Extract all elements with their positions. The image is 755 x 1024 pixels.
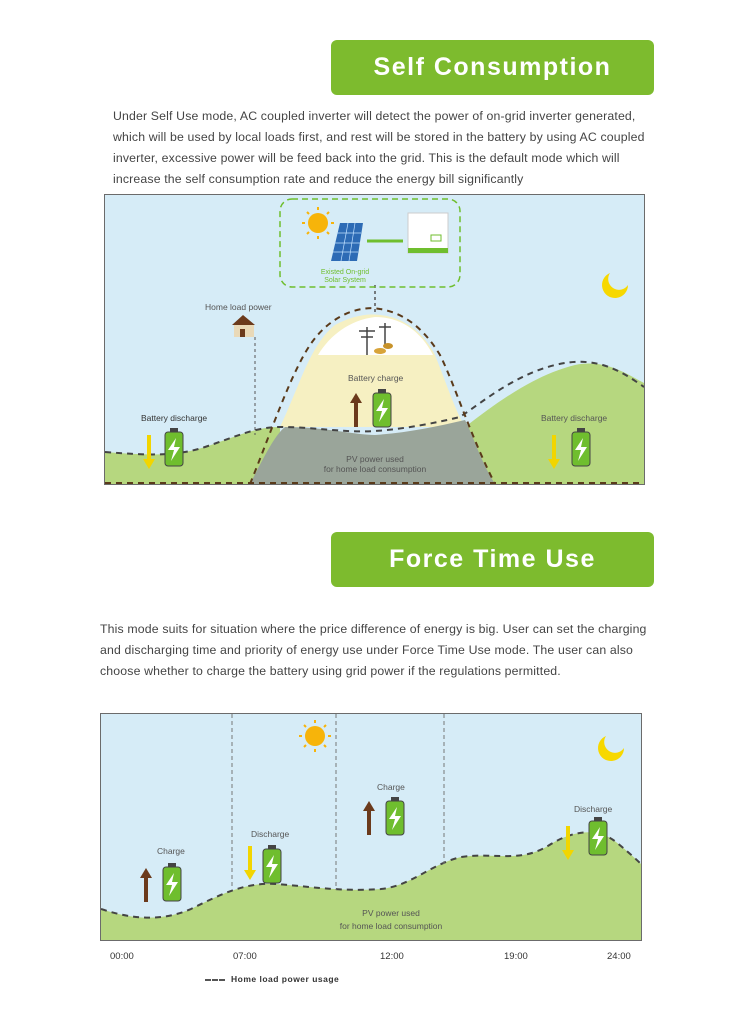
description-line: increase the self consumption rate and reduce the energy bill significantly	[113, 172, 524, 186]
pv-used-label-line1: PV power used	[362, 908, 420, 918]
pv-used-label	[321, 907, 461, 933]
house-icon	[232, 315, 255, 337]
description-line: which will be used by local loads first, and rest will be stored in the battery by using AC coupled	[113, 130, 645, 144]
time-tick-label: 24:00	[607, 951, 631, 962]
pv-used-label	[305, 454, 445, 474]
self-consumption-illustration	[105, 195, 644, 484]
battery-charge-icon	[373, 389, 391, 427]
description-line: and discharging time and priority of energy use under Force Time Use mode. The user can also	[100, 643, 634, 657]
force-time-use-title-banner	[331, 532, 654, 587]
legend	[205, 974, 339, 984]
charge-arrow-2-icon	[363, 801, 375, 835]
battery-discharge-right-icon	[572, 428, 590, 466]
sun-icon	[302, 207, 334, 239]
description-line: Under Self Use mode, AC coupled inverter will detect the power of on-grid inverter generated,	[113, 109, 636, 123]
battery-discharge-left-icon	[165, 428, 183, 466]
charge-1-label: Charge	[157, 846, 185, 856]
battery-discharge-2-icon	[589, 817, 607, 855]
home-load-label: Home load power	[205, 302, 272, 312]
charge-2-label: Charge	[377, 782, 405, 792]
pv-used-label-line2: for home load consumption	[339, 921, 443, 931]
sun-icon	[299, 720, 331, 752]
charge-arrow-1-icon	[140, 868, 152, 902]
moon-icon	[602, 273, 628, 298]
self-consumption-description	[113, 106, 653, 190]
on-grid-inverter-icon	[408, 213, 448, 253]
self-consumption-diagram	[104, 194, 645, 485]
force-time-use-diagram	[100, 713, 642, 941]
battery-charge-1-icon	[163, 863, 181, 901]
force-time-use-title: Force Time Use	[389, 545, 596, 573]
legend-dash-icon	[205, 979, 225, 981]
battery-charge-2-icon	[386, 797, 404, 835]
battery-discharge-right-label: Battery discharge	[541, 413, 608, 423]
self-consumption-title-banner	[331, 40, 654, 95]
grass-area	[105, 427, 280, 484]
description-line: This mode suits for situation where the price difference of energy is big. User can set the charging	[100, 622, 647, 636]
self-consumption-title: Self Consumption	[373, 53, 612, 81]
moon-icon	[598, 736, 624, 761]
battery-discharge-left-label: Battery discharge	[141, 413, 208, 423]
time-tick-label: 07:00	[233, 951, 257, 962]
pv-used-label-line2: for home load consumption	[323, 464, 427, 474]
description-line: choose whether to charge the battery using grid power if the regulations permitted.	[100, 664, 561, 678]
existing-system-label-line1: Existed On-grid	[320, 269, 370, 276]
legend-label: Home load power usage	[231, 974, 340, 984]
discharge-1-label: Discharge	[251, 829, 290, 839]
solar-panel-icon	[331, 223, 363, 261]
battery-charge-label: Battery charge	[348, 373, 404, 383]
pv-used-label-line1: PV power used	[346, 454, 404, 464]
pv-used-area	[250, 420, 495, 484]
existing-system-label-line2: Solar System	[324, 277, 366, 284]
time-tick-label: 19:00	[504, 951, 528, 962]
description-line: inverter, excessive power will be feed back into the grid. This is the default mode which will	[113, 151, 620, 165]
battery-discharge-1-icon	[263, 845, 281, 883]
existing-system-label	[300, 269, 390, 285]
time-tick-label: 00:00	[110, 951, 134, 962]
time-tick-label: 12:00	[380, 951, 404, 962]
force-time-use-description	[100, 619, 660, 682]
discharge-arrow-1-icon	[244, 846, 256, 880]
discharge-2-label: Discharge	[574, 804, 613, 814]
